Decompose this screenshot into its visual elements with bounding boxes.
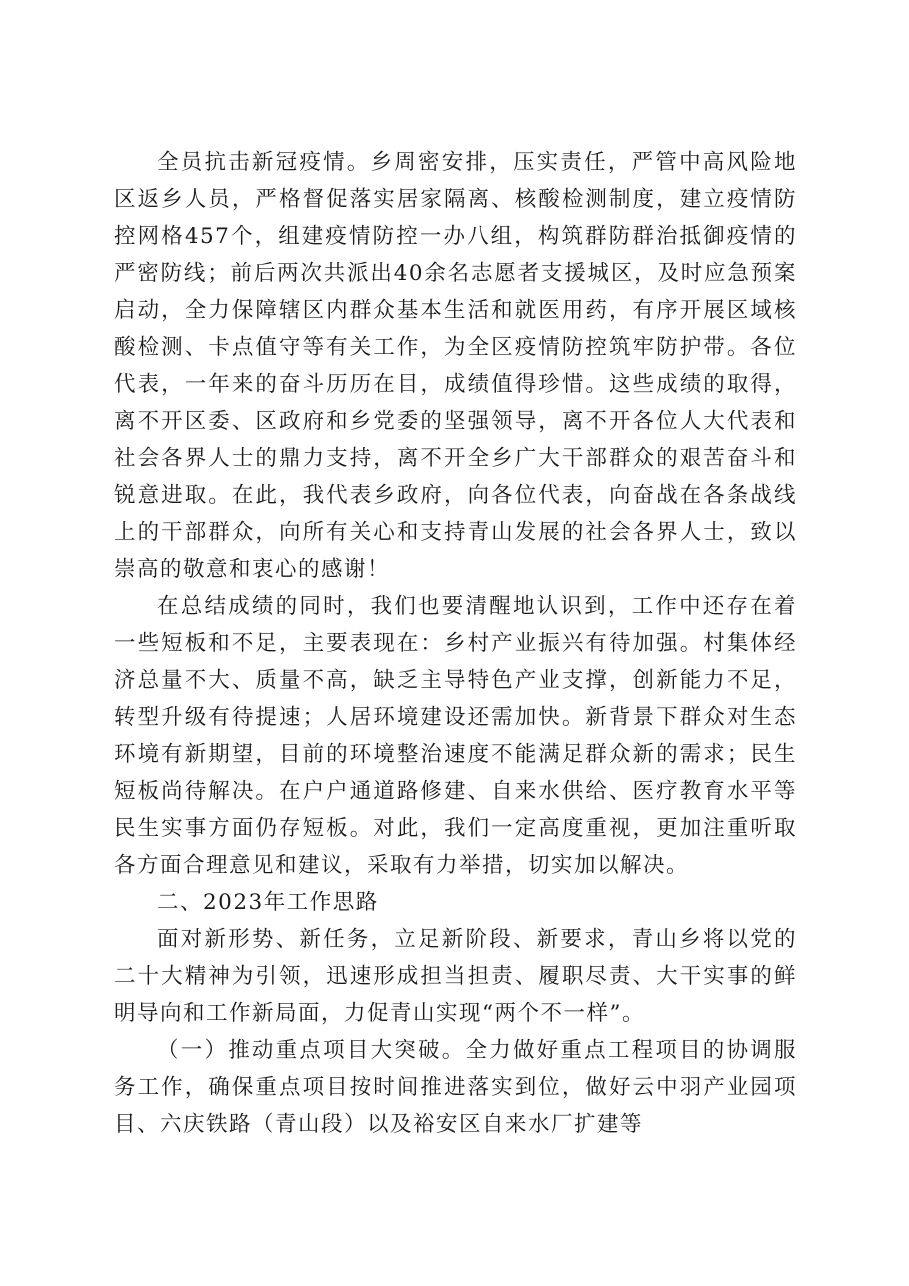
document-page	[114, 144, 797, 1143]
paragraph-key-projects: （一）推动重点项目大突破。全力做好重点工程项目的协调服务工作，确保重点项目按时间推进落实到位，做好云中羽产业园项目、六庆铁路（青山段）以及裕安区自来水厂扩建等	[114, 1038, 797, 1137]
paragraph-new-situation: 面对新形势、新任务，立足新阶段、新要求，青山乡将以党的二十大精神为引领，迅速形成担当担责、履职尽责、大干实事的鲜明导向和工作新局面，力促青山实现“两个不一样”。	[114, 927, 797, 1026]
paragraph-shortcomings: 在总结成绩的同时，我们也要清醒地认识到，工作中还存在着一些短板和不足，主要表现在：乡村产业振兴有待加强。村集体经济总量不大、质量不高，缺乏主导特色产业支撑，创新能力不足，转型升级有待提速；人居环境建设还需加快。新背景下群众对生态环境有新期望，目前的环境整治速度不能满足群众新的需求；民生短板尚待解决。在户户通道路修建、自来水供给、医疗教育水平等民生实事方面仍存短板。对此，我们一定高度重视，更加注重听取各方面合理意见和建议，采取有力举措，切实加以解决。	[114, 594, 797, 878]
section-heading-2023-plan: 二、2023年工作思路	[157, 890, 379, 915]
paragraph-epidemic-control: 全员抗击新冠疫情。乡周密安排，压实责任，严管中高风险地区返乡人员，严格督促落实居家隔离、核酸检测制度，建立疫情防控网格457个，组建疫情防控一办八组，构筑群防群治抵御疫情的严密防线；前后两次共派出40余名志愿者支援城区，及时应急预案启动，全力保障辖区内群众基本生活和就医用药，有序开展区域核酸检测、卡点值守等有关工作，为全区疫情防控筑牢防护带。各位代表，一年来的奋斗历历在目，成绩值得珍惜。这些成绩的取得，离不开区委、区政府和乡党委的坚强领导，离不开各位人大代表和社会各界人士的鼎力支持，离不开全乡广大干部群众的艰苦奋斗和锐意进取。在此，我代表乡政府，向各位代表，向奋战在各条战线上的干部群众，向所有关心和支持青山发展的社会各界人士，致以崇高的敬意和衷心的感谢！	[114, 150, 797, 582]
